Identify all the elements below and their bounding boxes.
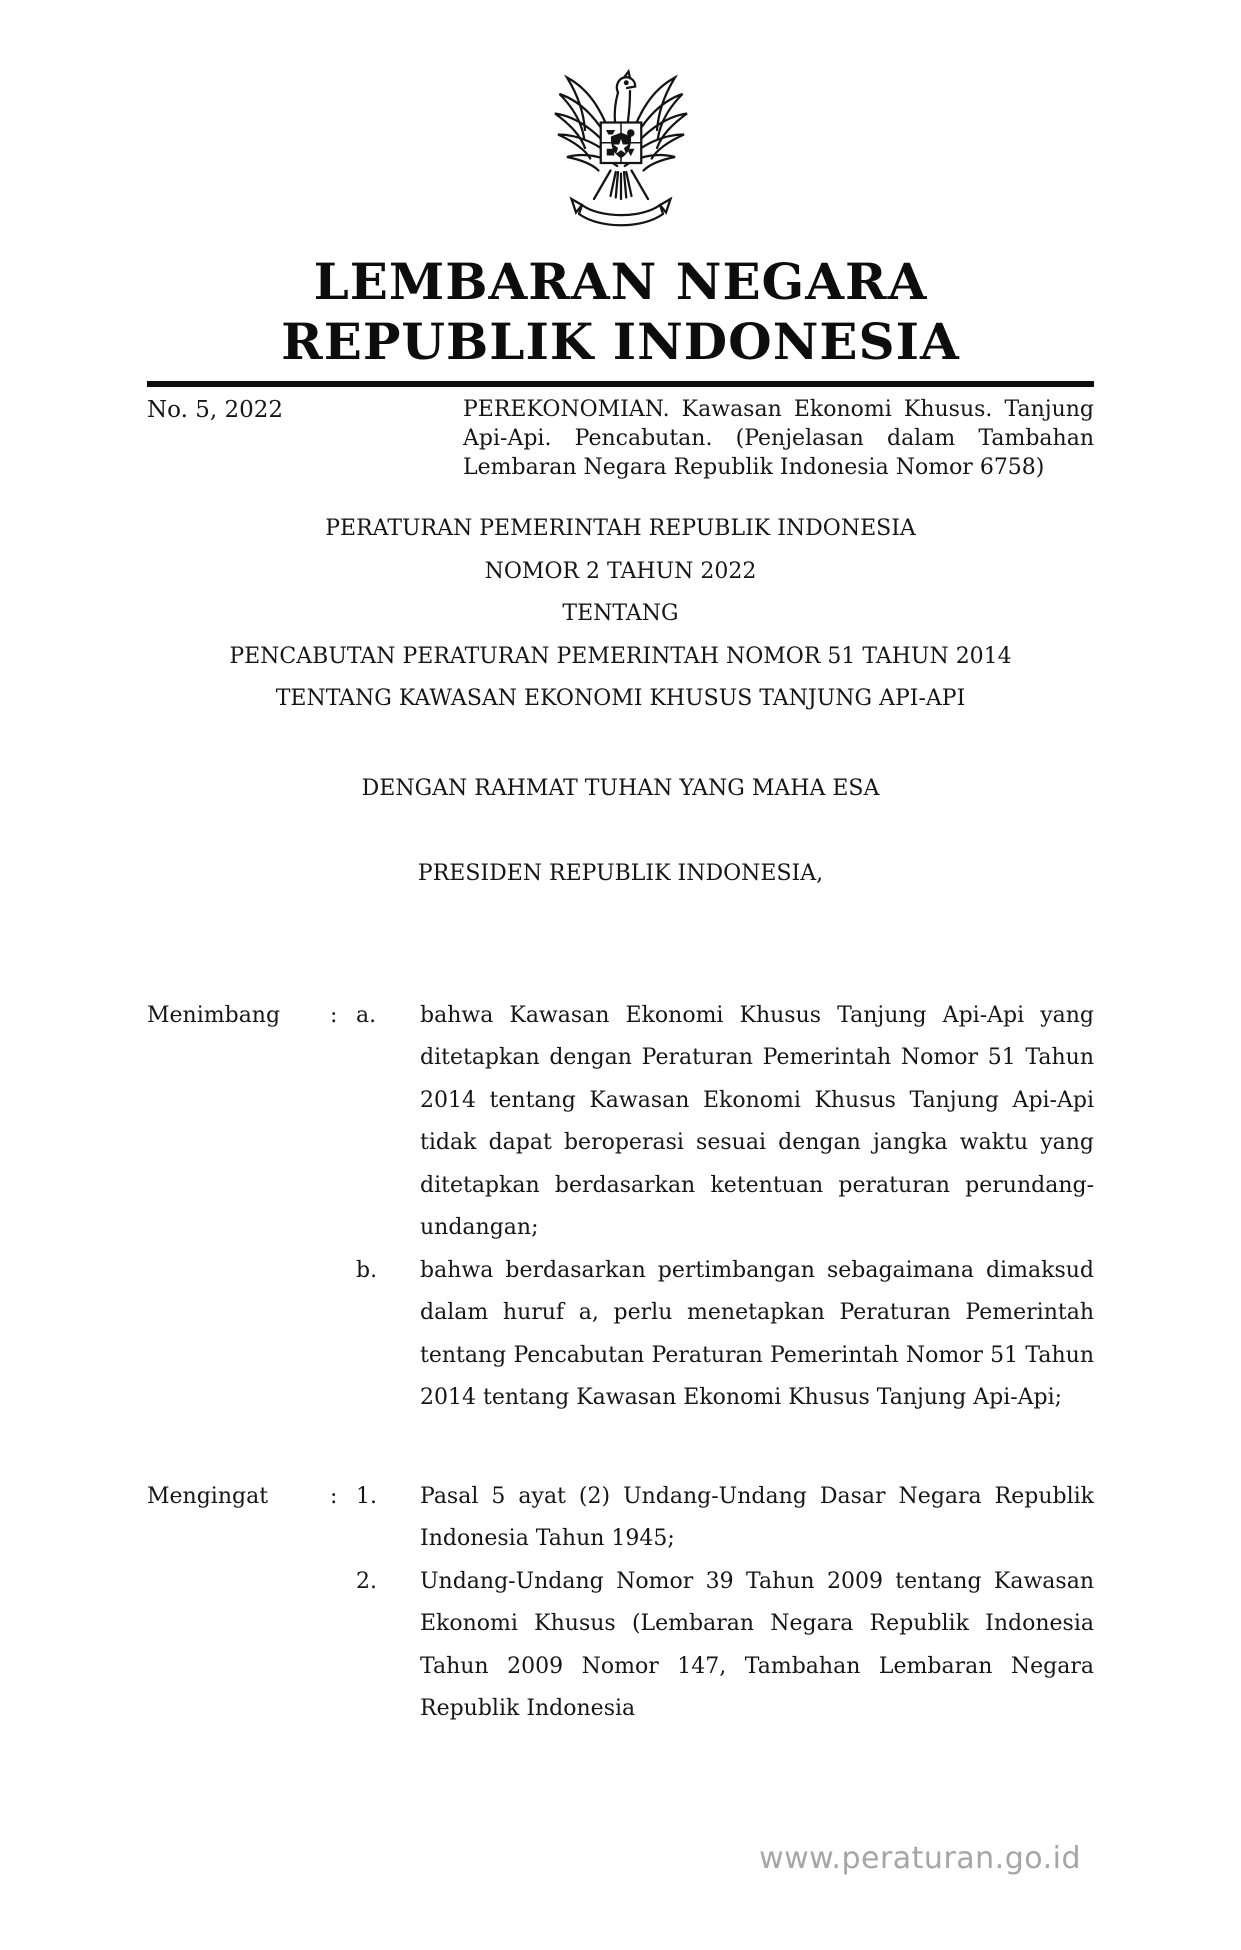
- header-divider-rule: [147, 381, 1094, 387]
- mengingat-item-1-text: Pasal 5 ayat (2) Undang-Undang Dasar Negara Republik Indonesia Tahun 1945;: [420, 1483, 1094, 1551]
- regulation-title-line4: PENCABUTAN PERATURAN PEMERINTAH NOMOR 51 TAHUN 2014: [229, 643, 1012, 669]
- invocation-line: DENGAN RAHMAT TUHAN YANG MAHA ESA: [361, 775, 880, 801]
- mengingat-label: Mengingat: [147, 1483, 269, 1509]
- regulation-title-block: [147, 508, 1094, 721]
- regulation-title-line3: TENTANG: [562, 601, 679, 626]
- regulation-title-line1: PERATURAN PEMERINTAH REPUBLIK INDONESIA: [325, 516, 916, 541]
- issuer-line: PRESIDEN REPUBLIK INDONESIA,: [417, 860, 824, 886]
- page-content: [0, 56, 1241, 1731]
- menimbang-item-a-text: bahwa Kawasan Ekonomi Khusus Tanjung Api-Api yang ditetapkan dengan Peraturan Pemerintah Nomor 51 Tahun 2014 tentang Kawasan Ekonomi Khusus Tanjung Api-Api tidak dapat beroperasi sesuai dengan jangka waktu yang ditetapkan berdasarkan ketentuan peraturan perundang-undangan;: [420, 1002, 1094, 1240]
- mengingat-item-2-text: Undang-Undang Nomor 39 Tahun 2009 tentang Kawasan Ekonomi Khusus (Lembaran Negara Republik Indonesia Tahun 2009 Nomor 147, Tambahan Lembaran Negara Republik Indonesia: [420, 1568, 1094, 1721]
- gazette-meta-row: [147, 395, 1094, 482]
- mengingat-section: [147, 1476, 1094, 1731]
- menimbang-item-b-text: bahwa berdasarkan pertimbangan sebagaimana dimaksud dalam huruf a, perlu menetapkan Peraturan Pemerintah tentang Pencabutan Peraturan Pemerintah Nomor 51 Tahun 2014 tentang Kawasan Ekonomi Khusus Tanjung Api-Api;: [420, 1257, 1094, 1410]
- mengingat-item-2-marker: 2.: [356, 1568, 377, 1594]
- menimbang-item-b-marker: b.: [356, 1257, 378, 1283]
- regulation-title-line5: TENTANG KAWASAN EKONOMI KHUSUS TANJUNG API-API: [275, 686, 966, 711]
- menimbang-label: Menimbang: [147, 1002, 281, 1028]
- subject-abstract: PEREKONOMIAN. Kawasan Ekonomi Khusus. Tanjung Api-Api. Pencabutan. (Penjelasan dalam Tambahan Lembaran Negara Republik Indonesia Nomor 6758): [463, 397, 1094, 480]
- gazette-masthead: [147, 252, 1094, 372]
- menimbang-colon: :: [330, 1002, 338, 1028]
- mengingat-colon: :: [330, 1483, 338, 1509]
- garuda-pancasila-emblem-icon: [546, 56, 696, 240]
- issue-number: No. 5, 2022: [147, 397, 283, 423]
- menimbang-section: [147, 995, 1094, 1420]
- watermark-url: www.peraturan.go.id: [759, 1841, 1081, 1876]
- mengingat-item-1-marker: 1.: [356, 1483, 377, 1509]
- gazette-title-line1: LEMBARAN NEGARA: [313, 252, 928, 311]
- regulation-title-line2: NOMOR 2 TAHUN 2022: [484, 558, 757, 584]
- gazette-title-line2: REPUBLIK INDONESIA: [281, 312, 960, 371]
- menimbang-item-a-marker: a.: [356, 1002, 377, 1028]
